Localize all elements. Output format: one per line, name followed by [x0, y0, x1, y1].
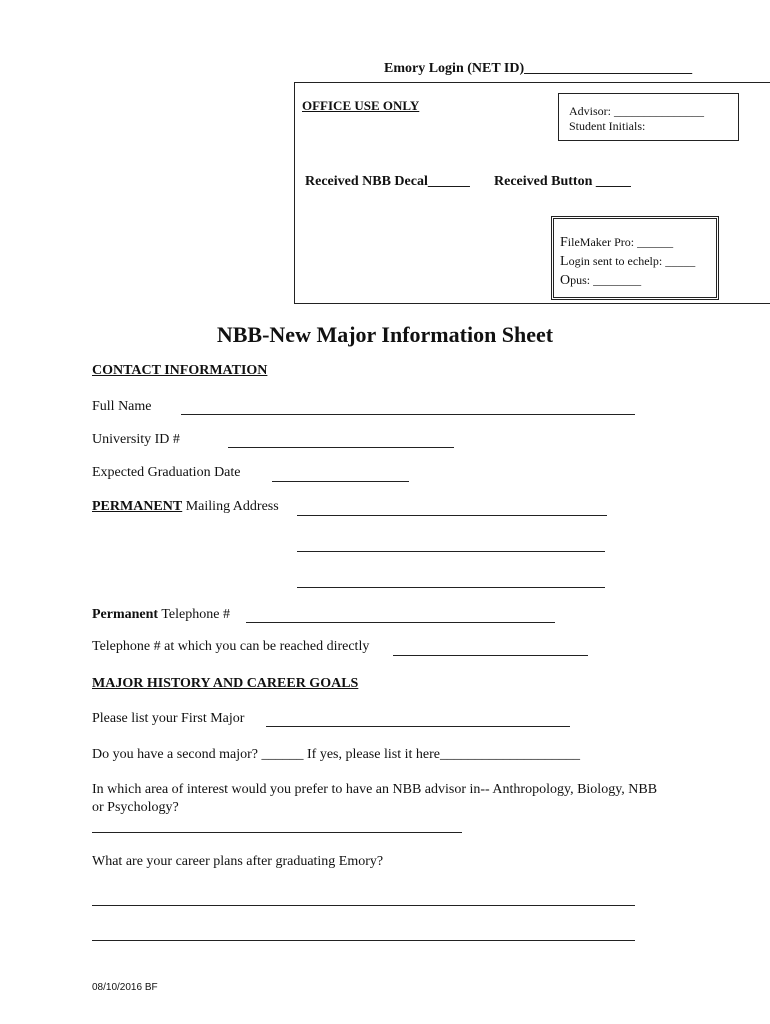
major-heading: MAJOR HISTORY AND CAREER GOALS [92, 676, 359, 691]
advisor-area-question: In which area of interest would you prefer to have an NBB advisor in-- Anthropology, Biology, NBB [92, 782, 658, 797]
permanent-telephone-label: Permanent Telephone # [92, 607, 230, 622]
full-name-label: Full Name [92, 399, 152, 414]
contact-heading: CONTACT INFORMATION [92, 363, 268, 378]
mailing-address-label: PERMANENT Mailing Address [92, 499, 279, 514]
footer-date: 08/10/2016 BF [92, 982, 158, 993]
advisor-box [558, 93, 739, 141]
mailing-address-line-2[interactable] [297, 551, 605, 552]
direct-telephone-label: Telephone # at which you can be reached directly [92, 639, 370, 654]
university-id-label: University ID # [92, 432, 180, 447]
filemaker-field[interactable]: FileMaker Pro: ______ [560, 235, 674, 250]
permanent-telephone-line[interactable] [246, 622, 555, 623]
advisor-area-question-cont: or Psychology? [92, 800, 179, 815]
student-initials-field[interactable]: Student Initials: [569, 119, 646, 133]
advisor-area-line[interactable] [92, 832, 462, 833]
first-major-line[interactable] [266, 726, 570, 727]
login-sent-field[interactable]: Login sent to echelp: _____ [560, 254, 696, 269]
career-plans-line-1[interactable] [92, 905, 635, 906]
advisor-field[interactable]: Advisor: _______________ [569, 104, 704, 118]
page-title: NBB-New Major Information Sheet [216, 322, 554, 347]
net-id-label: Emory Login (NET ID)________________________ [384, 61, 693, 76]
filemaker-box [551, 216, 719, 300]
received-button-field[interactable]: Received Button _____ [494, 174, 631, 189]
career-plans-line-2[interactable] [92, 940, 635, 941]
graduation-label: Expected Graduation Date [92, 465, 241, 480]
university-id-line[interactable] [228, 447, 454, 448]
second-major-field[interactable]: Do you have a second major? ______ If yes, please list it here____________________ [92, 747, 580, 762]
direct-telephone-line[interactable] [393, 655, 588, 656]
office-use-title: OFFICE USE ONLY [302, 98, 420, 113]
mailing-address-line-1[interactable] [297, 515, 607, 516]
full-name-line[interactable] [181, 414, 635, 415]
mailing-address-line-3[interactable] [297, 587, 605, 588]
first-major-label: Please list your First Major [92, 711, 245, 726]
career-plans-question: What are your career plans after graduating Emory? [92, 854, 384, 869]
opus-field[interactable]: Opus: ________ [560, 273, 642, 288]
graduation-line[interactable] [272, 481, 409, 482]
received-decal-field[interactable]: Received NBB Decal______ [305, 174, 470, 189]
